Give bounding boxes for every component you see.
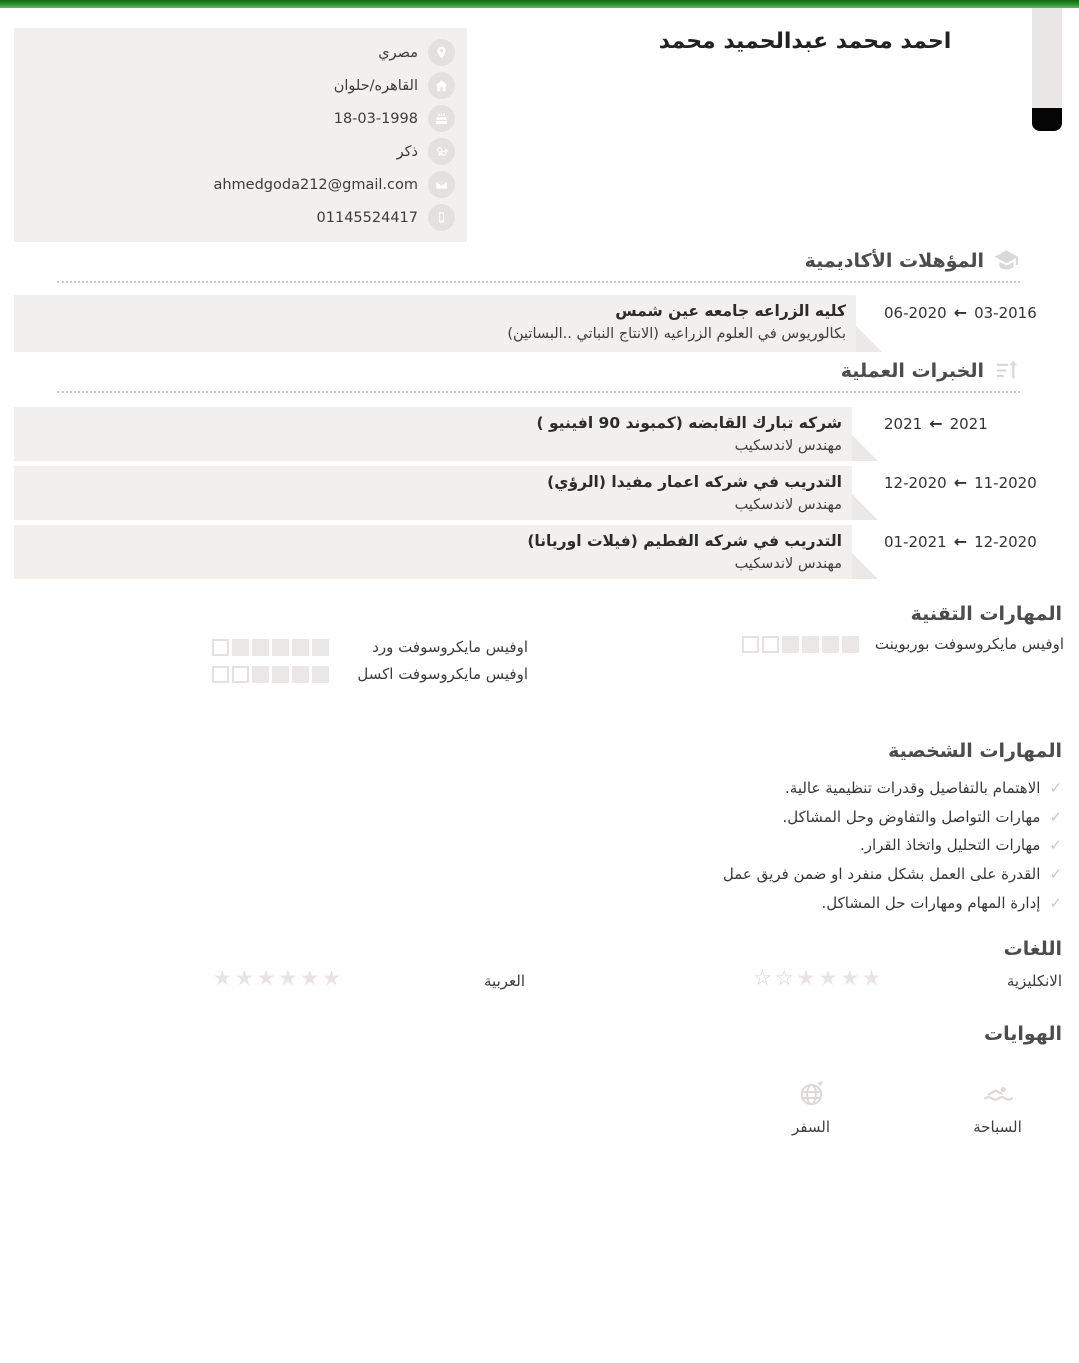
section-title-personal-skills: المهارات الشخصية bbox=[888, 740, 1062, 762]
ribbon-fold bbox=[852, 494, 878, 520]
entry-subtitle: مهندس لاندسكيب bbox=[734, 555, 842, 572]
level-square-filled bbox=[822, 636, 839, 653]
check-icon: ✓ bbox=[1049, 779, 1062, 798]
ribbon-fold bbox=[856, 326, 882, 352]
arrow-left-icon: ← bbox=[929, 414, 943, 433]
ribbon-fold bbox=[852, 553, 878, 579]
home-icon bbox=[428, 72, 455, 99]
section-title: المؤهلات الأكاديمية bbox=[804, 249, 984, 272]
entry-title: كليه الزراعه جامعه عين شمس bbox=[615, 302, 846, 320]
tech-skill-excel bbox=[212, 664, 528, 686]
level-square-filled bbox=[272, 639, 289, 656]
date-start: 11-2020 bbox=[974, 474, 1037, 492]
personal-skill-text: الاهتمام بالتفاصيل وقدرات تنظيمية عالية. bbox=[785, 779, 1041, 798]
academic-entry bbox=[14, 295, 856, 352]
language-label-arabic: العربية bbox=[484, 972, 525, 990]
info-row-phone bbox=[26, 204, 455, 231]
personal-skill-text: مهارات التحليل واتخاذ القرار. bbox=[859, 836, 1041, 855]
hobby-travel bbox=[768, 1078, 854, 1136]
star-empty-icon: ☆ bbox=[753, 966, 775, 990]
level-square-filled bbox=[232, 639, 249, 656]
personal-skills-list bbox=[723, 774, 1062, 917]
level-square-filled bbox=[292, 639, 309, 656]
hobby-swimming bbox=[950, 1078, 1045, 1136]
birthdate-value: 18-03-1998 bbox=[333, 110, 418, 127]
level-square-empty bbox=[212, 666, 229, 683]
arrow-left-icon: ← bbox=[953, 303, 968, 322]
check-icon: ✓ bbox=[1049, 865, 1062, 884]
tech-skill-powerpoint bbox=[742, 634, 1064, 656]
check-icon: ✓ bbox=[1049, 836, 1062, 855]
date-end: 01-2021 bbox=[884, 533, 947, 551]
personal-skill-item bbox=[723, 774, 1062, 803]
hobby-label: السفر bbox=[792, 1118, 830, 1136]
level-square-filled bbox=[312, 666, 329, 683]
star-filled-icon: ★ bbox=[234, 966, 257, 990]
personal-skill-item bbox=[723, 803, 1062, 832]
level-square-filled bbox=[252, 666, 269, 683]
section-title-tech-skills: المهارات التقنية bbox=[910, 603, 1062, 625]
ribbon-fold bbox=[852, 435, 878, 461]
personal-skill-text: إدارة المهام ومهارات حل المشاكل. bbox=[821, 893, 1041, 912]
star-filled-icon: ★ bbox=[300, 966, 323, 990]
nationality-value: مصري bbox=[378, 44, 418, 61]
swimmer-icon bbox=[982, 1078, 1013, 1109]
experience-entry bbox=[14, 525, 852, 579]
date-start: 2021 bbox=[949, 415, 988, 433]
star-filled-icon: ★ bbox=[818, 966, 841, 990]
entry-subtitle: مهندس لاندسكيب bbox=[734, 496, 842, 513]
level-square-filled bbox=[782, 636, 799, 653]
star-filled-icon: ★ bbox=[840, 966, 863, 990]
sort-list-icon bbox=[993, 357, 1020, 384]
tech-skill-word bbox=[212, 637, 528, 659]
section-divider bbox=[57, 281, 1020, 283]
section-title: الخبرات العملية bbox=[840, 359, 984, 382]
entry-title: التدريب في شركه اعمار مفيدا (الرؤي) bbox=[547, 473, 842, 491]
phone-value: 01145524417 bbox=[316, 209, 418, 226]
level-square-filled bbox=[272, 666, 289, 683]
entry-title: التدريب في شركه الفطيم (فيلات اوريانا) bbox=[527, 532, 842, 550]
date-start: 03-2016 bbox=[974, 304, 1037, 322]
hobby-label: السباحة bbox=[973, 1118, 1022, 1136]
pen-marker-body bbox=[1032, 8, 1062, 108]
star-filled-icon: ★ bbox=[796, 966, 819, 990]
experience-entry bbox=[14, 407, 852, 461]
entry-subtitle: بكالوريوس في العلوم الزراعيه (الانتاج النباتي ..البساتين) bbox=[507, 325, 846, 342]
date-end: 12-2020 bbox=[884, 474, 947, 492]
skill-level-squares bbox=[212, 666, 329, 683]
level-square-filled bbox=[842, 636, 859, 653]
entry-dates bbox=[884, 303, 1037, 322]
gender-value: ذكر bbox=[396, 143, 418, 160]
address-value: القاهره/حلوان bbox=[333, 77, 418, 94]
gender-icon bbox=[428, 138, 455, 165]
level-square-filled bbox=[292, 666, 309, 683]
language-stars-english bbox=[753, 968, 884, 989]
level-square-filled bbox=[252, 639, 269, 656]
date-end: 2021 bbox=[884, 415, 923, 433]
section-header-experience bbox=[841, 357, 1020, 384]
personal-skill-text: مهارات التواصل والتفاوض وحل المشاكل. bbox=[782, 807, 1041, 826]
language-stars-arabic bbox=[213, 968, 344, 989]
level-square-empty bbox=[762, 636, 779, 653]
level-square-empty bbox=[232, 666, 249, 683]
pen-marker-tip bbox=[1032, 108, 1062, 131]
arrow-left-icon: ← bbox=[953, 532, 968, 551]
entry-dates bbox=[884, 532, 1037, 551]
date-end: 06-2020 bbox=[884, 304, 947, 322]
entry-title: شركه تبارك القابضه (كمبوند 90 افينيو ) bbox=[536, 414, 842, 432]
personal-skill-item bbox=[723, 860, 1062, 889]
star-filled-icon: ★ bbox=[322, 966, 344, 990]
info-row-address bbox=[26, 72, 455, 99]
birthday-cake-icon bbox=[428, 105, 455, 132]
star-filled-icon: ★ bbox=[213, 966, 235, 990]
star-filled-icon: ★ bbox=[862, 966, 884, 990]
info-row-email bbox=[26, 171, 455, 198]
level-square-empty bbox=[212, 639, 229, 656]
globe-travel-icon bbox=[796, 1078, 827, 1109]
level-square-empty bbox=[742, 636, 759, 653]
entry-dates bbox=[884, 414, 988, 433]
skill-level-squares bbox=[212, 639, 329, 656]
location-pin-icon bbox=[428, 39, 455, 66]
section-title-languages: اللغات bbox=[1003, 938, 1062, 960]
entry-subtitle: مهندس لاندسكيب bbox=[734, 437, 842, 454]
info-row-nationality bbox=[26, 39, 455, 66]
graduation-cap-icon bbox=[993, 247, 1020, 274]
star-empty-icon: ☆ bbox=[774, 966, 797, 990]
check-icon: ✓ bbox=[1049, 893, 1062, 912]
personal-info-panel bbox=[14, 28, 467, 242]
level-square-filled bbox=[312, 639, 329, 656]
skill-level-squares bbox=[742, 636, 859, 653]
email-value: ahmedgoda212@gmail.com bbox=[213, 176, 418, 193]
info-row-gender bbox=[26, 138, 455, 165]
personal-skill-item bbox=[723, 888, 1062, 917]
section-divider bbox=[57, 391, 1020, 393]
star-filled-icon: ★ bbox=[256, 966, 279, 990]
email-icon bbox=[428, 171, 455, 198]
personal-skill-text: القدرة على العمل بشكل منفرد او ضمن فريق عمل bbox=[722, 865, 1041, 884]
entry-dates bbox=[884, 473, 1037, 492]
star-filled-icon: ★ bbox=[278, 966, 301, 990]
level-square-filled bbox=[802, 636, 819, 653]
section-title-hobbies: الهوايات bbox=[984, 1023, 1062, 1045]
section-header-academic bbox=[805, 247, 1020, 274]
skill-label: اوفيس مايكروسوفت بوربوينت bbox=[874, 635, 1064, 653]
candidate-name: احمد محمد عبدالحميد محمد bbox=[658, 29, 952, 54]
experience-entry bbox=[14, 466, 852, 520]
skill-label: اوفيس مايكروسوفت اكسل bbox=[357, 665, 528, 683]
info-row-birthdate bbox=[26, 105, 455, 132]
check-icon: ✓ bbox=[1049, 807, 1062, 826]
personal-skill-item bbox=[723, 831, 1062, 860]
skill-label: اوفيس مايكروسوفت ورد bbox=[372, 638, 528, 656]
arrow-left-icon: ← bbox=[953, 473, 968, 492]
top-accent-bar bbox=[0, 0, 1079, 8]
language-label-english: الانكليزية bbox=[1006, 972, 1062, 990]
date-start: 12-2020 bbox=[974, 533, 1037, 551]
phone-icon bbox=[428, 204, 455, 231]
